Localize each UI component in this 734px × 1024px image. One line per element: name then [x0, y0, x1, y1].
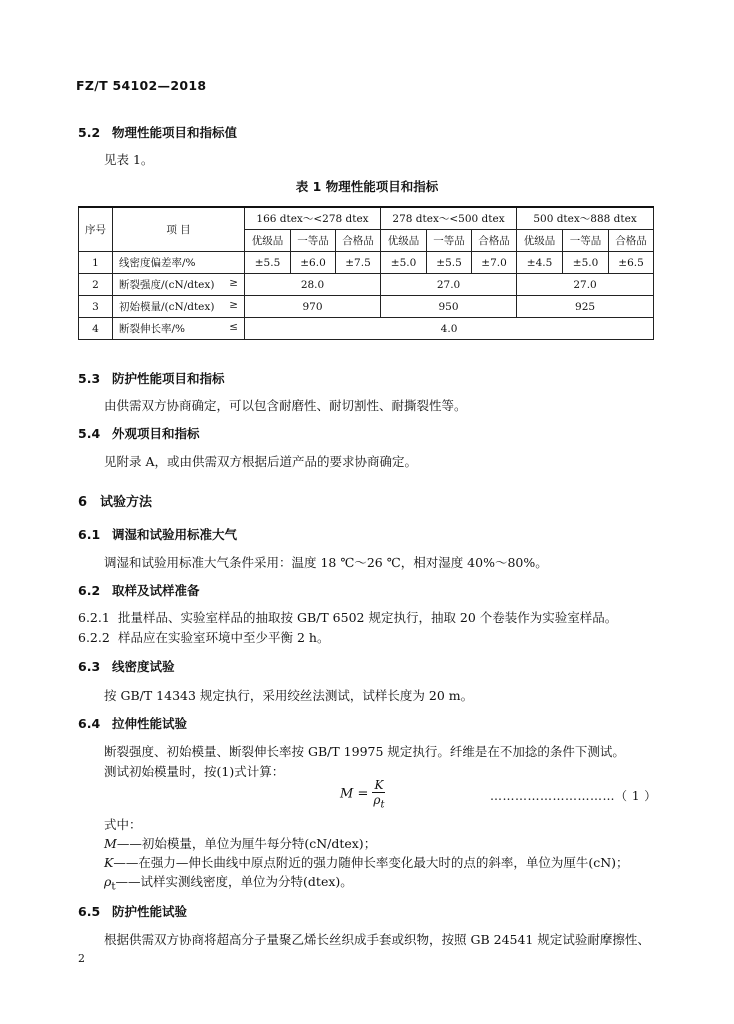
definition-text: ——试样实测线密度，单位为分特(dtex)。: [115, 874, 353, 889]
cell-value: 27.0: [517, 274, 654, 296]
section-number: 5.3: [78, 371, 101, 386]
symbol-subscript: t: [111, 880, 116, 893]
section-5-2-heading: [78, 123, 237, 141]
grade-header: 合格品: [609, 230, 654, 252]
section-6-5-heading: [78, 902, 187, 920]
cell-value: 950: [381, 296, 517, 318]
cell-value: ±4.5: [517, 252, 563, 274]
grade-header: 优级品: [517, 230, 563, 252]
formula-1: [340, 778, 385, 810]
grade-header: 合格品: [336, 230, 381, 252]
group-header-3: 500 dtex～888 dtex: [517, 207, 654, 230]
cell-value: ±5.0: [381, 252, 427, 274]
section-number: 6.4: [78, 716, 101, 731]
section-number: 6.2: [78, 583, 101, 598]
row-item-cell: [113, 296, 245, 318]
table-caption: 表 1 物理性能项目和指标: [295, 179, 439, 194]
group-header-2: 278 dtex～<500 dtex: [381, 207, 517, 230]
physical-properties-table: [78, 206, 654, 340]
grade-header: 优级品: [381, 230, 427, 252]
section-title: 拉伸性能试验: [112, 716, 188, 731]
section-number: 6.3: [78, 659, 101, 674]
clause-text: 样品应在实验室环境中至少平衡 2 h。: [118, 630, 330, 645]
section-6-heading: [78, 491, 152, 510]
page-number: 2: [78, 952, 85, 965]
section-title: 线密度试验: [112, 659, 175, 674]
rho-symbol: ρ: [373, 793, 381, 807]
section-5-3-heading: [78, 369, 225, 387]
symbol-definition: [104, 834, 376, 852]
clause-6-2-2: [78, 628, 329, 646]
group-header-1: 166 dtex～<278 dtex: [245, 207, 381, 230]
section-6-4-body-2: 测试初始模量时，按(1)式计算：: [104, 764, 285, 779]
clause-number: 6.2.2: [78, 630, 110, 645]
row-item-cell: [113, 318, 245, 340]
section-6-1-body: 调湿和试验用标准大气条件采用：温度 18 ℃～26 ℃，相对湿度 40%～80%。: [104, 555, 548, 570]
row-seq: 2: [79, 274, 113, 296]
section-number: 6: [78, 495, 88, 510]
row-item: 断裂强度/(cN/dtex): [119, 279, 215, 291]
section-5-3-body: 由供需双方协商确定，可以包含耐磨性、耐切割性、耐撕裂性等。: [104, 398, 467, 413]
symbol: ρ: [104, 874, 112, 889]
section-title: 防护性能试验: [112, 904, 188, 919]
section-title: 外观项目和指标: [112, 426, 200, 441]
symbol-definition: [104, 872, 353, 893]
cell-value: 970: [245, 296, 381, 318]
table-row: [79, 274, 654, 296]
cell-value: ±5.5: [245, 252, 291, 274]
section-title: 防护性能项目和指标: [112, 371, 225, 386]
col-seq-header: 序号: [79, 207, 113, 252]
grade-header: 一等品: [291, 230, 336, 252]
section-5-4-heading: [78, 424, 200, 442]
clause-6-2-1: [78, 608, 617, 626]
inequality-sign: ≤: [229, 321, 238, 333]
cell-value: ±7.0: [472, 252, 517, 274]
cell-value: ±5.0: [563, 252, 609, 274]
clause-text: 批量样品、实验室样品的抽取按 GB/T 6502 规定执行，抽取 20 个卷装作为实验室样品。: [118, 610, 618, 625]
section-title: 试验方法: [100, 495, 153, 510]
section-number: 6.1: [78, 527, 101, 542]
formula-denominator: [372, 793, 385, 810]
grade-header: 一等品: [427, 230, 472, 252]
clause-number: 6.2.1: [78, 610, 110, 625]
definition-text: ——在强力—伸长曲线中原点附近的强力随伸长率变化最大时的点的斜率，单位为厘牛(cN)；: [113, 855, 629, 870]
inequality-sign: ≥: [229, 277, 238, 289]
row-seq: 1: [79, 252, 113, 274]
row-item: 断裂伸长率/%: [119, 323, 186, 335]
section-6-2-heading: [78, 581, 200, 599]
section-6-3-heading: [78, 657, 175, 675]
row-item: 初始模量/(cN/dtex): [119, 301, 215, 313]
section-number: 5.2: [78, 125, 101, 140]
standard-header: FZ/T 54102—2018: [76, 78, 207, 93]
row-item-cell: [113, 274, 245, 296]
symbol: M: [104, 836, 117, 851]
table-row: [79, 252, 654, 274]
section-title: 物理性能项目和指标值: [112, 125, 238, 140]
section-6-4-heading: [78, 714, 187, 732]
inequality-sign: ≥: [229, 299, 238, 311]
subscript-t: t: [380, 799, 385, 811]
table-row: [79, 318, 654, 340]
grade-header: 优级品: [245, 230, 291, 252]
definition-text: ——初始模量，单位为厘牛每分特(cN/dtex)；: [116, 836, 377, 851]
formula-numerator: K: [374, 778, 384, 792]
symbol: K: [104, 855, 114, 870]
cell-value: 925: [517, 296, 654, 318]
section-6-4-body-1: 断裂强度、初始模量、断裂伸长率按 GB/T 19975 规定执行。纤维是在不加捻的条件下测试。: [104, 744, 625, 759]
grade-header: 一等品: [563, 230, 609, 252]
cell-value: ±7.5: [336, 252, 381, 274]
cell-value: 28.0: [245, 274, 381, 296]
section-number: 6.5: [78, 904, 101, 919]
formula-lhs: M =: [340, 786, 369, 802]
row-seq: 3: [79, 296, 113, 318]
section-5-4-body: 见附录 A，或由供需双方根据后道产品的要求协商确定。: [104, 454, 418, 469]
cell-value: ±6.0: [291, 252, 336, 274]
formula-fraction: [372, 778, 385, 810]
row-item: 线密度偏差率/%: [113, 252, 245, 274]
cell-value: 27.0: [381, 274, 517, 296]
section-5-2-body: 见表 1。: [104, 152, 154, 167]
grade-header: 合格品: [472, 230, 517, 252]
cell-value: 4.0: [245, 318, 654, 340]
cell-value: ±6.5: [609, 252, 654, 274]
where-label: 式中：: [104, 817, 142, 832]
section-title: 调湿和试验用标准大气: [112, 527, 238, 542]
section-title: 取样及试样准备: [112, 583, 200, 598]
table-row: [79, 296, 654, 318]
symbol-definition: [104, 853, 629, 871]
section-6-1-heading: [78, 525, 237, 543]
col-item-header: 项 目: [113, 207, 245, 252]
formula-number: …………………………（ 1 ）: [490, 789, 657, 803]
section-number: 5.4: [78, 426, 101, 441]
section-6-5-body: 根据供需双方协商将超高分子量聚乙烯长丝织成手套或织物，按照 GB 24541 规定试验耐摩擦性、: [104, 932, 650, 947]
section-6-3-body: 按 GB/T 14343 规定执行，采用绞丝法测试，试样长度为 20 m。: [104, 688, 474, 703]
row-seq: 4: [79, 318, 113, 340]
cell-value: ±5.5: [427, 252, 472, 274]
